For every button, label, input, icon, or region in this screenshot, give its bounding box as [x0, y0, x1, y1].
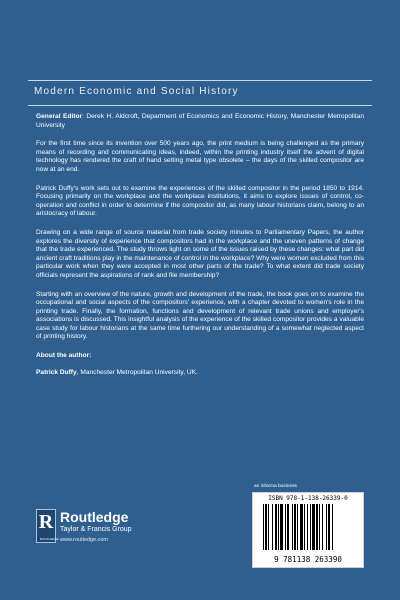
logo-vertical-text: ROUTLEDGE — [40, 537, 59, 541]
about-author — [36, 352, 364, 377]
general-editor — [36, 113, 364, 130]
publisher-logo-block — [36, 509, 186, 559]
isbn-text: ISBN 978-1-138-26339-0 — [268, 495, 348, 502]
about-author-heading: About the author: — [36, 352, 92, 360]
barcode-area — [252, 484, 364, 570]
series-title: Modern Economic and Social History — [34, 86, 239, 97]
general-editor-label: General Editor — [36, 113, 83, 120]
routledge-logo-icon — [36, 509, 59, 543]
publisher-url: www.routledge.com — [60, 537, 108, 543]
paragraph-3: Drawing on a wide range of source material from trade society minutes to Parliamentary Papers, the author explores the diversity of experience that compositors had in the workplace and the uneven patterns of change that the trade experienced. The study throws light on some of the issues raised by these changes: what part did ancient craft traditions play in the maintenance of control in the workplace? Why were women excluded from this particular work when they were accepted in most other parts of the trade? To what extent did trade society officials represent the aspirations of rank and file membership? — [36, 228, 364, 279]
informa-tagline: an informa business — [254, 484, 297, 489]
publisher-group: Taylor & Francis Group — [60, 526, 132, 533]
paragraph-1: For the first time since its invention over 500 years ago, the print medium is being challenged as the primary means of recording and communicating ideas, indeed, within the printing industry itself the advent of digital technology has rendered the craft of hand setting metal type obsolete – the days of the skilled compositor are now at an end. — [36, 140, 364, 173]
author-name: Patrick Duffy — [36, 368, 77, 376]
barcode-icon — [263, 504, 353, 550]
logo-letter: R — [38, 511, 54, 533]
publisher-name: Routledge — [60, 509, 129, 525]
barcode-box — [252, 492, 364, 568]
back-cover-text — [36, 113, 364, 377]
series-band — [28, 80, 372, 106]
author-affiliation: , Manchester Metropolitan University, UK. — [76, 368, 198, 376]
author-line — [36, 369, 364, 378]
paragraph-4: Starting with an overview of the nature, growth and development of the trade, the book goes on to examine the occupational and social aspects of the compositors' experience, with a chapter devoted to women's role in the printing trade. Finally, the formation, functions and development of relevant trade unions and employer's associations is discussed. This insightful analysis of the experience of the skilled compositor provides a valuable case study for labour historians at the same time furthering our understanding of a somewhat neglected aspect of printing history. — [36, 290, 364, 341]
general-editor-text: : Derek H. Aldcroft, Department of Economics and Economic History, Manchester Metropolitan University — [36, 113, 364, 129]
barcode-number: 9 781138 263390 — [274, 555, 342, 564]
paragraph-2: Patrick Duffy's work sets out to examine the experiences of the skilled compositor in the period 1850 to 1914. Focusing primarily on the workplace and the workplace institutions, it aims to explore issues of control, co-operation and conflict in order to determine if the compositor did, as many labour historians claim, belong to an aristocracy of labour. — [36, 184, 364, 218]
